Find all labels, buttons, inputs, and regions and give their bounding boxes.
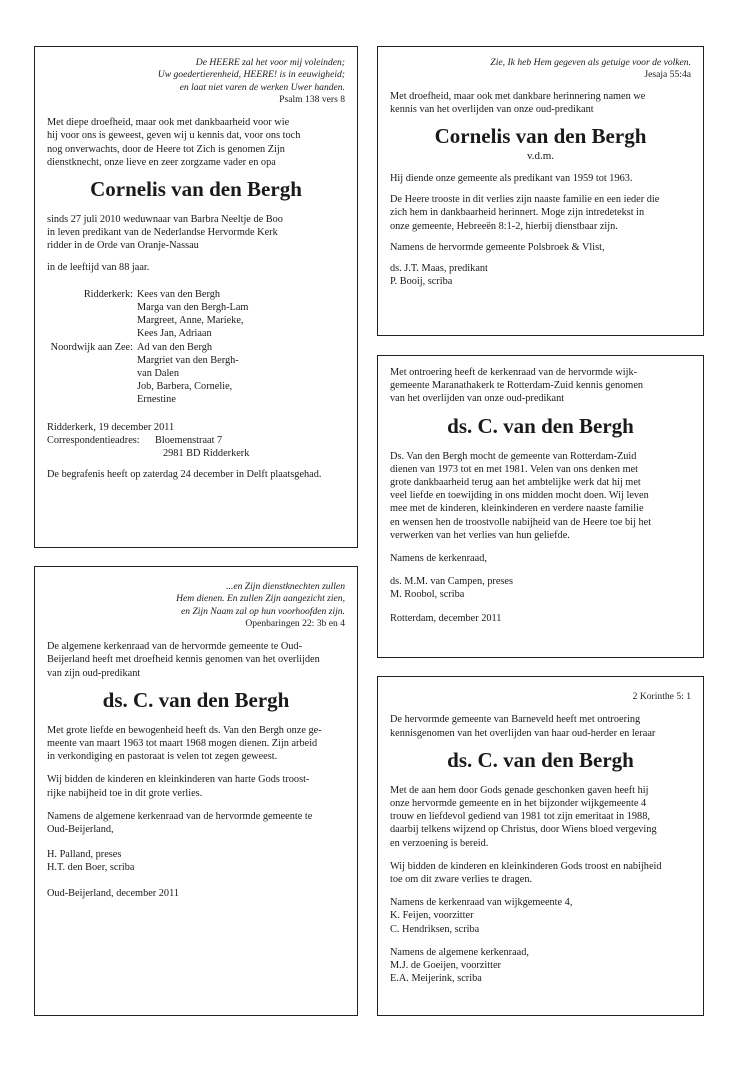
intro-text: Met diepe droefheid, maar ook met dankbaarheid voor wie hij voor ons is geweest, geven wij u kennis dat, voor ons toch nog onverwachts, door de Heere tot Zich is genomen Zijn dienstknecht, onze lieve en zeer zorgzame vader en opa bbox=[47, 117, 301, 168]
intro-text: De hervormde gemeente van Barneveld heeft met ontroering kennisgenomen van het overlijden van haar oud-herder en leraar bbox=[390, 714, 656, 739]
deceased-name: Cornelis van den Bergh bbox=[90, 177, 302, 201]
address-lines: Bloemenstraat 7 2981 BD Ridderkerk bbox=[155, 434, 250, 460]
body-text: Met grote liefde en bewogenheid heeft ds. Van den Bergh onze ge- meente van maart 1963 tot maart 1968 mogen dienen. Zijn arbeid in verkondiging en pastoraat is velen tot zegen geweest. bbox=[47, 724, 322, 763]
notice-rotterdam bbox=[377, 355, 704, 658]
family-group bbox=[47, 341, 345, 407]
notice-barneveld bbox=[377, 676, 704, 1016]
deceased-name: Cornelis van den Bergh bbox=[434, 124, 647, 148]
on-behalf-algemeen: Namens de algemene kerkenraad, M.J. de Goeijen, voorzitter E.A. Meijerink, scriba bbox=[390, 946, 529, 985]
deceased-name: ds. C. van den Bergh bbox=[102, 687, 290, 712]
deceased-name: ds. C. van den Bergh bbox=[447, 747, 634, 772]
verse-line: Uw goedertierenheid, HEERE! is in eeuwigheid; bbox=[157, 69, 345, 81]
signers: ds. J.T. Maas, predikant P. Booij, scriba bbox=[390, 263, 488, 288]
verse-reference: Openbaringen 22: 3b en 4 bbox=[245, 617, 345, 629]
notice-cornelis-polsbroek bbox=[377, 46, 704, 336]
on-behalf-wijk: Namens de kerkenraad van wijkgemeente 4, K. Feijen, voorzitter C. Hendriksen, scriba bbox=[390, 897, 573, 935]
date-place: Oud-Beijerland, december 2011 bbox=[47, 887, 179, 899]
signers: ds. M.M. van Campen, preses M. Roobol, scriba bbox=[390, 576, 513, 601]
family-group bbox=[47, 288, 345, 341]
verse bbox=[390, 57, 691, 82]
verse-line: ...en Zijn dienstknechten zullen bbox=[226, 581, 345, 592]
signers: H. Palland, preses H.T. den Boer, scriba bbox=[47, 849, 135, 874]
date-place: Rotterdam, december 2011 bbox=[390, 612, 502, 624]
verse-line: Zie, Ik heb Hem gegeven als getuige voor de volken. bbox=[490, 57, 691, 68]
on-behalf: Namens de algemene kerkenraad van de hervormde gemeente te Oud-Beijerland, bbox=[47, 810, 313, 836]
intro-text: Met droefheid, maar ook met dankbare herinnering namen we kennis van het overlijden van onze oud-predikant bbox=[390, 90, 646, 115]
verse-reference: Jesaja 55:4a bbox=[644, 69, 691, 81]
comfort-text: De Heere trooste in dit verlies zijn naaste familie en een ieder die zich hem in dankbaarheid herinnert. Moge zijn intredetekst in onze gemeente, Hebreeën 8:1-2, hierbij dienstbaar zijn. bbox=[390, 194, 660, 232]
verse-line: en Zijn Naam zal op hun voorhoofden zijn. bbox=[181, 605, 345, 617]
body-text: Met de aan hem door Gods genade geschonken gaven heeft hij onze hervormde gemeente en in het bijzonder wijkgemeente 4 trouw en liefdevol gediend van 1981 tot zijn emeritaat in 1988, daarbij telkens wijzend op Christus, door Wiens bloed vergeving en verzoening is bereid. bbox=[390, 784, 657, 849]
on-behalf: Namens de kerkenraad, bbox=[390, 553, 487, 565]
verse-line: en laat niet varen de werken Uwer handen. bbox=[179, 81, 345, 93]
correspondence-address bbox=[47, 434, 345, 460]
verse bbox=[47, 57, 345, 106]
prayer-text: Wij bidden de kinderen en kleinkinderen van harte Gods troost- rijke nabijheid toe in dit grote verlies. bbox=[47, 774, 310, 799]
service-text: Hij diende onze gemeente als predikant van 1959 tot 1963. bbox=[390, 173, 633, 184]
age-text: in de leeftijd van 88 jaar. bbox=[47, 261, 150, 273]
family-place: Ridderkerk: bbox=[83, 288, 133, 300]
title-vdm: v.d.m. bbox=[526, 150, 555, 162]
family-names: Kees van den Bergh Marga van den Bergh-Lam Margreet, Anne, Marieke, Kees Jan, Adriaan bbox=[137, 288, 249, 340]
verse-reference: Psalm 138 vers 8 bbox=[279, 93, 345, 105]
verse-reference: 2 Korinthe 5: 1 bbox=[632, 691, 691, 702]
prayer-text: Wij bidden de kinderen en kleinkinderen Gods troost en nabijheid toe om dit zware verlies te dragen. bbox=[390, 860, 662, 885]
address-label: Correspondentieadres: bbox=[47, 434, 140, 446]
intro-text: Met ontroering heeft de kerkenraad van de hervormde wijk- gemeente Maranathakerk te Rotterdam-Zuid kennis genomen van het overlijden van onze oud-predikant bbox=[390, 367, 644, 405]
family-place: Noordwijk aan Zee: bbox=[50, 341, 133, 353]
family-names: Ad van den Bergh Margriet van den Bergh- van Dalen Job, Barbera, Cornelie, Ernestine bbox=[137, 341, 239, 406]
body-text: Ds. Van den Bergh mocht de gemeente van Rotterdam-Zuid dienen van 1973 tot en met 1981. Velen van ons denken met grote dankbaarheid terug aan het ambtelijke werk dat hij met veel liefde en toewijding in ons midden mocht doen. Wij leven mee met de kinderen, kleinkinderen en verdere naaste familie en wensen hen de troostvolle nabijheid van de Heere toe bij het verwerken van het verlies van hun geliefde. bbox=[390, 450, 652, 541]
detail-text: sinds 27 juli 2010 weduwnaar van Barbra Neeltje de Boo in leven predikant van de Nederlandse Hervormde Kerk ridder in de Orde van Oranje-Nassau bbox=[47, 214, 283, 252]
notice-oud-beijerland bbox=[34, 566, 358, 1016]
notice-cornelis-ridderkerk bbox=[34, 46, 358, 548]
funeral-text: De begrafenis heeft op zaterdag 24 december in Delft plaatsgehad. bbox=[47, 469, 322, 481]
date-place: Ridderkerk, 19 december 2011 bbox=[47, 421, 175, 433]
deceased-name: ds. C. van den Bergh bbox=[447, 413, 634, 438]
verse bbox=[47, 581, 345, 630]
verse-line: De HEERE zal het voor mij voleinden; bbox=[195, 57, 345, 68]
on-behalf: Namens de hervormde gemeente Polsbroek & Vlist, bbox=[390, 241, 605, 253]
verse bbox=[390, 691, 691, 703]
verse-line: Hem dienen. En zullen Zijn aangezicht zien, bbox=[176, 593, 345, 605]
intro-text: De algemene kerkenraad van de hervormde gemeente te Oud- Beijerland heeft met droefheid kennis genomen van het overlijden van zijn oud-predikant bbox=[47, 641, 320, 679]
